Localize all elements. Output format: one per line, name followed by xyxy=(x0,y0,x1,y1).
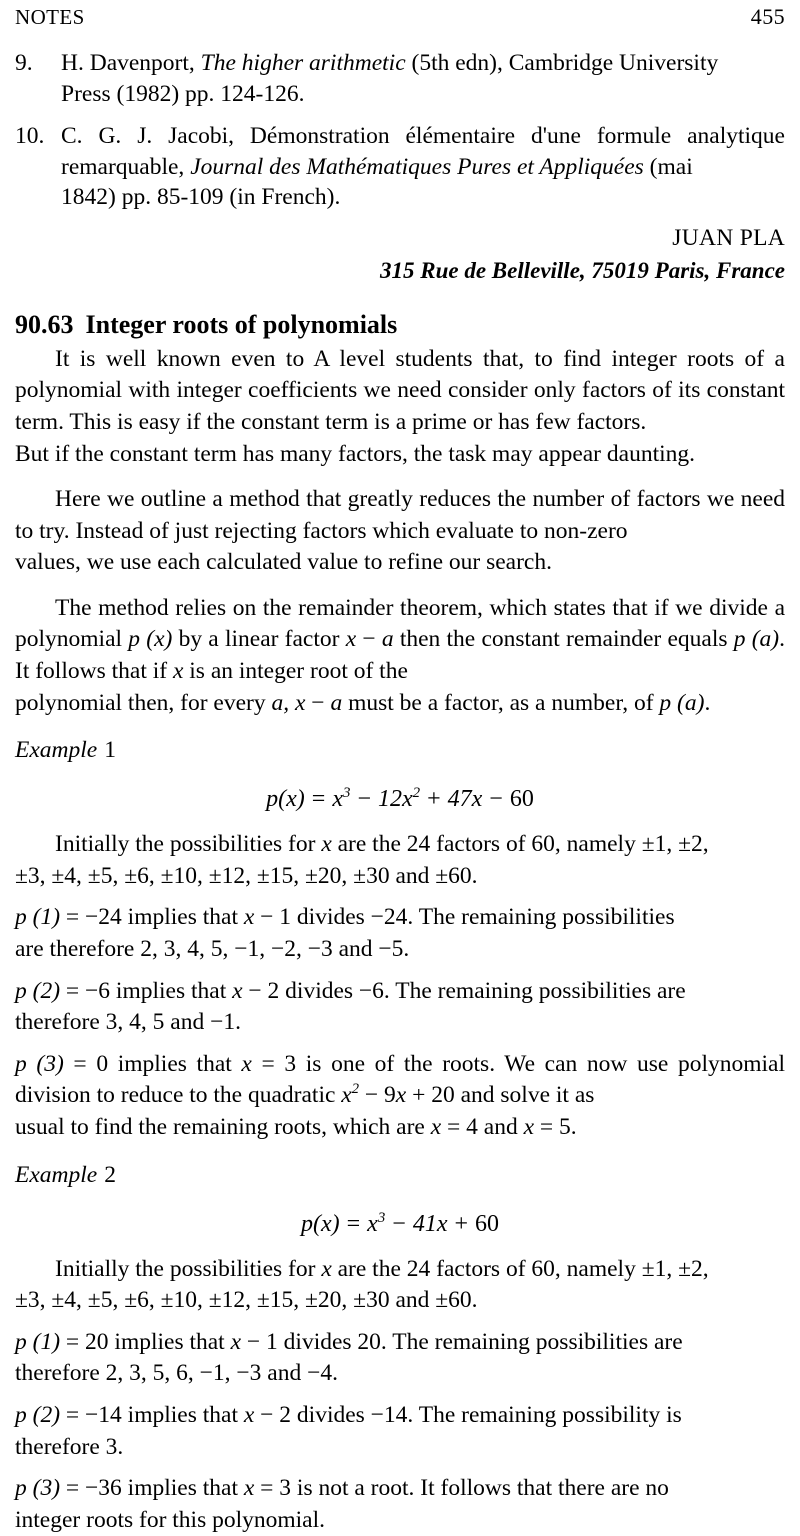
reference-text xyxy=(61,121,785,213)
example-label: Example xyxy=(15,737,98,764)
possibilities-intro: Initially the possibilities for xyxy=(55,1255,322,1282)
step-lead: p (1) xyxy=(15,1328,61,1355)
example-2-step-2 xyxy=(15,1400,785,1463)
step-text-b: − 1 divides −24. The remaining possibilities xyxy=(254,904,675,931)
section-number: 90.63 xyxy=(15,309,74,339)
step-text-b: − 2 divides −6. The remaining possibilities are xyxy=(242,977,686,1004)
quadratic-exponent: 2 xyxy=(351,1081,360,1098)
example-2-step-3 xyxy=(15,1473,785,1536)
equation-term-1: x xyxy=(367,1210,378,1237)
quadratic-base: x xyxy=(341,1082,352,1109)
possibilities-last-line: ±3, ±4, ±5, ±6, ±10, ±12, ±15, ±20, ±30 and ±60. xyxy=(15,1287,478,1314)
paragraph-method-outline xyxy=(15,484,785,579)
inline-math-p-of-a: p (a) xyxy=(733,626,780,653)
equation-term-4: 60 xyxy=(509,786,534,813)
example-number: 2 xyxy=(104,1161,116,1188)
paragraph-last-line: But if the constant term has many factors, the task may appear daunting. xyxy=(15,440,695,467)
possibilities-rest: are the 24 factors of 60, namely ±1, ±2, xyxy=(331,1255,709,1282)
example-1-step-3 xyxy=(15,1049,785,1144)
step-text-d: + 20 and solve it as xyxy=(406,1082,595,1109)
paragraph-text-5: is an integer root of the xyxy=(183,658,408,685)
page-number: 455 xyxy=(750,4,785,29)
step-last-line: therefore 2, 3, 5, 6, −1, −3 and −4. xyxy=(15,1360,338,1387)
author-address: 315 Rue de Belleville, 75019 Paris, France xyxy=(379,257,785,283)
equation-lhs-arg: (x) xyxy=(278,786,305,813)
example-number: 1 xyxy=(104,737,116,764)
paragraph-text-3: then the constant remainder equals xyxy=(393,626,734,653)
reference-text xyxy=(61,48,785,109)
reference-part-italic: The higher arithmetic xyxy=(200,50,406,76)
step-last-line xyxy=(15,1112,785,1144)
inline-math-p-of-a-2: p (a) xyxy=(659,689,705,716)
step-lead: p (3) xyxy=(15,1475,61,1502)
section-heading xyxy=(15,310,785,340)
example-1-step-2 xyxy=(15,976,785,1039)
paragraph-text-4: . It follows that if xyxy=(15,626,786,685)
possibilities-rest: are the 24 factors of 60, namely ±1, ±2, xyxy=(331,831,709,858)
step-last-line: therefore 3. xyxy=(15,1433,124,1460)
inline-math-p-of-x: p (x) xyxy=(128,626,173,653)
inline-math-x: x xyxy=(345,626,357,653)
reference-part-italic: Journal des Mathématiques Pures et Appliquées xyxy=(190,153,644,180)
inline-math-x: x xyxy=(230,1328,242,1355)
inline-math-x: x xyxy=(232,977,243,1004)
step-text-b: − 2 divides −14. The remaining possibility is xyxy=(254,1401,682,1428)
paragraph-text: Here we outline a method that greatly reduces the number of factors we need to try. Instead of just rejecting factors which evaluate to non-zero xyxy=(15,486,785,544)
reference-part-roman-2: (mai xyxy=(643,153,693,180)
inline-math-quadratic xyxy=(341,1082,359,1108)
step-text-a: = −14 implies that xyxy=(60,1401,244,1428)
reference-part-roman-2: (5th edn), Cambridge University xyxy=(405,50,719,76)
paragraph-text: It is well known even to A level students that, to find integer roots of a polynomial with integer coefficients we need consider only factors of its constant term. This is easy if the constant term is a prime or has few factors. xyxy=(15,345,785,435)
section-title: Integer roots of polynomials xyxy=(85,309,398,339)
reference-item-9 xyxy=(15,48,785,109)
step-last-line: therefore 3, 4, 5 and −1. xyxy=(15,1009,241,1036)
step-lead: p (1) xyxy=(15,904,61,931)
step-last-b: = 4 and xyxy=(441,1114,524,1141)
example-1-step-1 xyxy=(15,902,785,965)
reference-part-roman: C. G. J. Jacobi, Démonstration élémentaire d'une formule analytique remarquable, xyxy=(61,123,785,180)
example-2-heading xyxy=(15,1162,785,1189)
reference-number: 9. xyxy=(15,50,33,76)
equation-term-3: 60 xyxy=(475,1210,500,1237)
paragraph-last-e: must be a factor, as a number, of xyxy=(342,689,660,716)
author-signature: JUAN PLA xyxy=(672,224,785,251)
equation-term-3: 47x xyxy=(447,786,483,813)
paragraph-last-line xyxy=(15,688,785,720)
reference-last-line: 1842) pp. 85-109 (in French). xyxy=(61,184,341,211)
reference-item-10 xyxy=(15,121,785,213)
inline-math-a-x: a, x xyxy=(271,689,306,716)
equation-op-2: + xyxy=(427,786,441,813)
example-1-heading xyxy=(15,737,785,764)
equation-op-2: + xyxy=(454,1210,469,1237)
equation-op-1: − xyxy=(357,786,371,813)
inline-math-x: x xyxy=(241,1050,252,1077)
equation-equals: = xyxy=(346,1210,361,1237)
running-head-title: NOTES xyxy=(15,5,85,29)
paragraph-last-line: values, we use each calculated value to refine our search. xyxy=(15,549,552,576)
step-last-line: integer roots for this polynomial. xyxy=(15,1506,326,1533)
equation-term-2: 12x xyxy=(377,786,413,813)
equation-lhs: p xyxy=(266,786,279,813)
paragraph-last-period: . xyxy=(704,689,711,716)
equation-term-1-exponent: 3 xyxy=(377,1209,386,1226)
inline-math-x: x xyxy=(243,1475,255,1502)
reference-list xyxy=(15,48,785,213)
inline-math-x: x xyxy=(243,904,255,931)
inline-math-x: x xyxy=(321,831,332,858)
step-last-line: are therefore 2, 3, 4, 5, −1, −2, −3 and −5. xyxy=(15,936,410,963)
inline-math-x-3: x xyxy=(430,1114,442,1141)
step-last-a: usual to find the remaining roots, which are xyxy=(15,1114,431,1141)
example-1-equation xyxy=(15,786,785,813)
step-text-a: = −6 implies that xyxy=(60,977,233,1004)
step-lead: p (3) xyxy=(15,1050,64,1077)
running-head xyxy=(15,0,785,34)
inline-math-a: a xyxy=(381,626,394,653)
inline-math-x-2: x xyxy=(395,1082,407,1109)
step-lead: p (2) xyxy=(15,1401,61,1428)
equation-term-2-exponent: 2 xyxy=(412,785,421,802)
step-lead: p (2) xyxy=(15,977,61,1004)
step-text-a: = 20 implies that xyxy=(60,1328,231,1355)
step-text-a: = 0 implies that xyxy=(63,1050,242,1077)
possibilities-intro: Initially the possibilities for xyxy=(55,831,322,858)
example-2-equation xyxy=(15,1211,785,1238)
paragraph-last-minus: − xyxy=(305,689,331,716)
inline-math-a-2: a xyxy=(330,689,343,716)
paragraph-remainder-theorem xyxy=(15,593,785,719)
step-text-b: = 3 is one of the roots. We can now use polynomial division to reduce to the quadratic xyxy=(15,1050,786,1109)
equation-term-2: 41x xyxy=(412,1210,448,1237)
step-text-b: − 1 divides 20. The remaining possibilities are xyxy=(241,1328,683,1355)
step-text-a: = −36 implies that xyxy=(60,1475,244,1502)
example-1-possibilities xyxy=(15,829,785,892)
equation-equals: = xyxy=(311,786,326,813)
equation-lhs-arg: (x) xyxy=(312,1210,340,1237)
inline-math-x: x xyxy=(321,1255,332,1282)
step-last-c: = 5. xyxy=(534,1114,577,1141)
paragraph-last-a: polynomial then, for every xyxy=(15,689,272,716)
equation-op-1: − xyxy=(392,1210,406,1237)
reference-part-roman: H. Davenport, xyxy=(61,50,201,76)
example-2-possibilities xyxy=(15,1254,785,1317)
example-label: Example xyxy=(15,1161,98,1188)
possibilities-last-line: ±3, ±4, ±5, ±6, ±10, ±12, ±15, ±20, ±30 and ±60. xyxy=(15,862,478,889)
inline-math-x-2: x xyxy=(172,658,184,685)
equation-term-1-exponent: 3 xyxy=(343,785,351,802)
reference-number: 10. xyxy=(15,123,45,150)
paragraph-text-2: by a linear factor xyxy=(172,626,346,653)
paragraph-minus: − xyxy=(356,626,382,653)
inline-math-x-4: x xyxy=(523,1114,535,1141)
step-text-a: = −24 implies that xyxy=(60,904,244,931)
equation-op-3: − xyxy=(489,786,503,813)
paragraph-intro xyxy=(15,344,785,470)
step-text-c: − 9 xyxy=(359,1082,396,1109)
equation-lhs: p xyxy=(300,1210,313,1237)
reference-last-line: Press (1982) pp. 124-126. xyxy=(61,80,305,107)
paragraph-text: The method relies on the remainder theorem, which states that if we divide a polynomial xyxy=(15,594,785,653)
example-2-step-1 xyxy=(15,1327,785,1390)
step-text-b: = 3 is not a root. It follows that there are no xyxy=(254,1475,669,1502)
equation-term-1: x xyxy=(332,786,343,813)
inline-math-x: x xyxy=(243,1401,255,1428)
